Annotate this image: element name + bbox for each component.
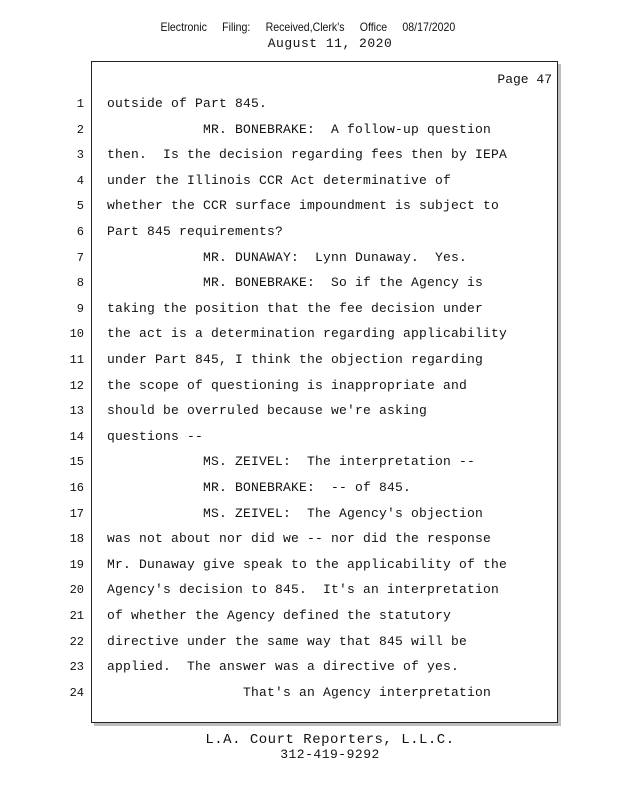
line-number: 8 (76, 276, 84, 291)
line-number: 21 (69, 609, 84, 623)
transcript-line: questions -- (107, 428, 204, 444)
line-number: 4 (76, 173, 84, 188)
hearing-date: August 11, 2020 (267, 36, 393, 51)
line-number: 18 (69, 532, 84, 547)
line-number: 13 (69, 404, 84, 419)
stamp-filing-date: 08/17/2020 (402, 20, 456, 34)
transcript-line: applied. The answer was a directive of yes. (107, 659, 460, 675)
line-number: 11 (69, 353, 84, 367)
footer-company: L.A. Court Reporters, L.L.C. (205, 732, 455, 748)
transcript-line: taking the position that the fee decision under (107, 300, 484, 316)
transcript-line: the scope of questioning is inappropriate and (107, 377, 468, 393)
transcript-line: Agency's decision to 845. It's an interpretation (107, 582, 500, 598)
stamp-word-electronic: Electronic (160, 20, 207, 34)
transcript-line: whether the CCR surface impoundment is subject to (107, 198, 500, 214)
line-number: 3 (76, 148, 84, 163)
footer-phone: 312-419-9292 (280, 747, 380, 762)
line-number: 2 (76, 122, 84, 137)
stamp-word-received: Received,Clerk's (265, 20, 345, 34)
line-number: 16 (69, 481, 84, 495)
line-number: 24 (69, 685, 84, 700)
transcript-line: under Part 845, I think the objection regarding (107, 352, 484, 367)
line-number: 6 (76, 225, 84, 239)
transcript-line: MS. ZEIVEL: The interpretation -- (107, 454, 476, 470)
line-number: 17 (69, 506, 84, 521)
transcript-line: That's an Agency interpretation (107, 684, 492, 700)
transcript-line: the act is a determination regarding applicability (107, 326, 508, 342)
transcript-line: MR. BONEBRAKE: So if the Agency is (107, 275, 484, 291)
transcript-line: then. Is the decision regarding fees then by IEPA (107, 147, 508, 163)
transcript-line: directive under the same way that 845 will be (107, 633, 468, 649)
transcript-line: Mr. Dunaway give speak to the applicability of the (107, 556, 508, 572)
line-number: 23 (69, 660, 84, 675)
stamp-word-office: Office (359, 20, 388, 34)
transcript-line: MS. ZEIVEL: The Agency's objection (107, 505, 484, 521)
transcript-line: of whether the Agency defined the statutory (107, 608, 452, 623)
transcript-line: should be overruled because we're asking (107, 403, 428, 419)
line-number: 19 (69, 557, 84, 572)
electronic-filing-stamp (36, 20, 580, 34)
transcript-line: MR. BONEBRAKE: -- of 845. (107, 480, 412, 495)
page-number: Page 47 (497, 72, 552, 87)
line-number: 14 (69, 429, 84, 444)
line-number: 12 (69, 378, 84, 393)
line-number: 15 (69, 455, 84, 470)
transcript-line: Part 845 requirements? (107, 224, 284, 239)
line-number: 9 (76, 301, 84, 316)
line-number: 10 (69, 327, 84, 342)
line-number: 5 (76, 199, 84, 214)
transcript-line: MR. DUNAWAY: Lynn Dunaway. Yes. (107, 249, 468, 265)
line-number: 20 (69, 583, 84, 598)
transcript-line: under the Illinois CCR Act determinative of (107, 172, 452, 188)
transcript-line: outside of Part 845. (107, 96, 268, 111)
transcript-line: was not about nor did we -- nor did the response (107, 531, 492, 547)
stamp-word-filing: Filing: (222, 20, 251, 34)
transcript-line: MR. BONEBRAKE: A follow-up question (107, 121, 492, 137)
line-number: 22 (69, 634, 84, 649)
line-number: 7 (76, 250, 84, 265)
line-number: 1 (76, 97, 84, 111)
